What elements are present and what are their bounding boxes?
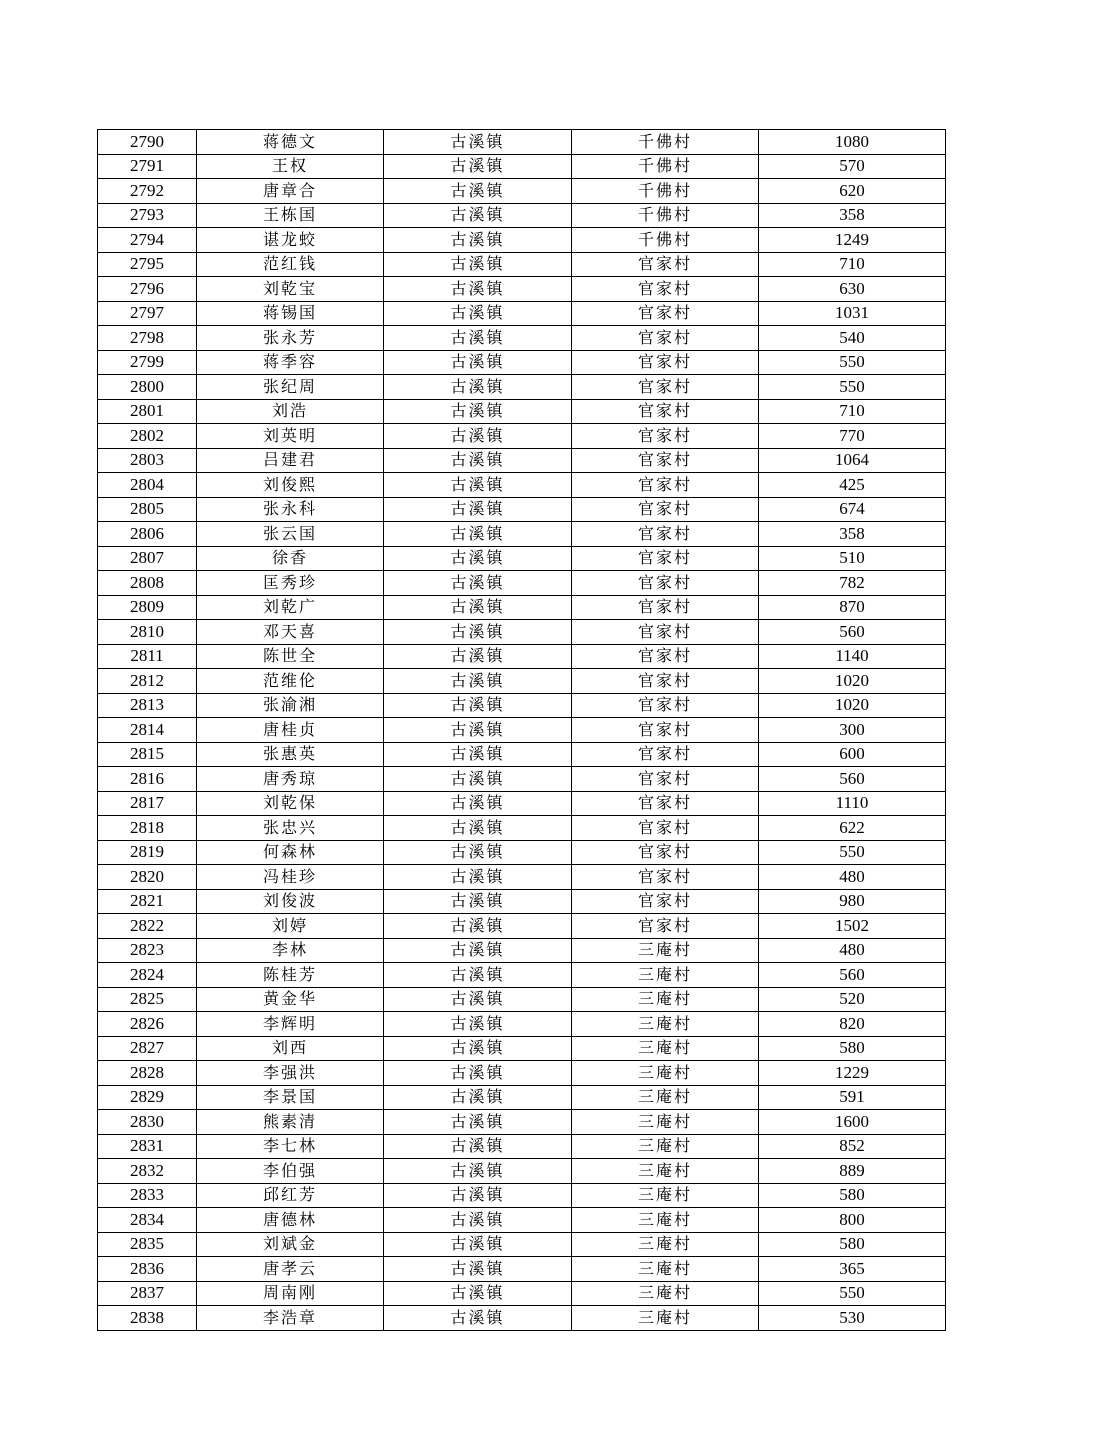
row-number-cell: 2796	[98, 277, 197, 302]
village-cell: 官家村	[572, 522, 759, 547]
village-cell: 官家村	[572, 669, 759, 694]
amount-cell: 540	[759, 326, 946, 351]
town-cell: 古溪镇	[384, 767, 572, 792]
table-row	[98, 154, 946, 179]
village-cell: 官家村	[572, 693, 759, 718]
village-cell: 官家村	[572, 301, 759, 326]
village-cell: 官家村	[572, 448, 759, 473]
table-row	[98, 791, 946, 816]
town-cell: 古溪镇	[384, 1306, 572, 1331]
amount-cell: 1140	[759, 644, 946, 669]
town-cell: 古溪镇	[384, 473, 572, 498]
village-cell: 三庵村	[572, 1208, 759, 1233]
table-row	[98, 1085, 946, 1110]
table-row	[98, 1257, 946, 1282]
row-number-cell: 2834	[98, 1208, 197, 1233]
name-cell: 张永芳	[197, 326, 384, 351]
amount-cell: 358	[759, 522, 946, 547]
village-cell: 官家村	[572, 571, 759, 596]
amount-cell: 580	[759, 1232, 946, 1257]
town-cell: 古溪镇	[384, 301, 572, 326]
row-number-cell: 2837	[98, 1281, 197, 1306]
village-cell: 三庵村	[572, 963, 759, 988]
village-cell: 官家村	[572, 252, 759, 277]
name-cell: 刘乾宝	[197, 277, 384, 302]
name-cell: 李林	[197, 938, 384, 963]
row-number-cell: 2836	[98, 1257, 197, 1282]
amount-cell: 622	[759, 816, 946, 841]
town-cell: 古溪镇	[384, 203, 572, 228]
row-number-cell: 2814	[98, 718, 197, 743]
table-row	[98, 938, 946, 963]
table-row	[98, 816, 946, 841]
village-cell: 三庵村	[572, 1134, 759, 1159]
table-row	[98, 571, 946, 596]
row-number-cell: 2824	[98, 963, 197, 988]
name-cell: 刘俊波	[197, 889, 384, 914]
table-row	[98, 595, 946, 620]
village-cell: 官家村	[572, 644, 759, 669]
amount-cell: 600	[759, 742, 946, 767]
table-row	[98, 1110, 946, 1135]
name-cell: 邱红芳	[197, 1183, 384, 1208]
amount-cell: 674	[759, 497, 946, 522]
table-row	[98, 742, 946, 767]
amount-cell: 1600	[759, 1110, 946, 1135]
amount-cell: 1020	[759, 693, 946, 718]
amount-cell: 1020	[759, 669, 946, 694]
town-cell: 古溪镇	[384, 130, 572, 155]
row-number-cell: 2801	[98, 399, 197, 424]
table-row	[98, 914, 946, 939]
table-row	[98, 399, 946, 424]
town-cell: 古溪镇	[384, 350, 572, 375]
village-cell: 官家村	[572, 595, 759, 620]
town-cell: 古溪镇	[384, 889, 572, 914]
row-number-cell: 2815	[98, 742, 197, 767]
table-row	[98, 424, 946, 449]
amount-cell: 365	[759, 1257, 946, 1282]
name-cell: 蒋锡国	[197, 301, 384, 326]
row-number-cell: 2797	[98, 301, 197, 326]
name-cell: 唐章合	[197, 179, 384, 204]
name-cell: 陈桂芳	[197, 963, 384, 988]
table-row	[98, 1208, 946, 1233]
amount-cell: 510	[759, 546, 946, 571]
name-cell: 张云国	[197, 522, 384, 547]
row-number-cell: 2800	[98, 375, 197, 400]
table-row	[98, 1183, 946, 1208]
data-table	[97, 129, 946, 1331]
table-row	[98, 497, 946, 522]
amount-cell: 800	[759, 1208, 946, 1233]
row-number-cell: 2816	[98, 767, 197, 792]
name-cell: 周南刚	[197, 1281, 384, 1306]
row-number-cell: 2835	[98, 1232, 197, 1257]
table-row	[98, 1281, 946, 1306]
amount-cell: 620	[759, 179, 946, 204]
name-cell: 范红钱	[197, 252, 384, 277]
name-cell: 吕建君	[197, 448, 384, 473]
village-cell: 官家村	[572, 424, 759, 449]
amount-cell: 425	[759, 473, 946, 498]
row-number-cell: 2811	[98, 644, 197, 669]
village-cell: 三庵村	[572, 1159, 759, 1184]
village-cell: 官家村	[572, 742, 759, 767]
village-cell: 官家村	[572, 620, 759, 645]
name-cell: 唐桂贞	[197, 718, 384, 743]
town-cell: 古溪镇	[384, 718, 572, 743]
village-cell: 三庵村	[572, 1257, 759, 1282]
town-cell: 古溪镇	[384, 228, 572, 253]
village-cell: 官家村	[572, 350, 759, 375]
name-cell: 刘俊熙	[197, 473, 384, 498]
name-cell: 唐德林	[197, 1208, 384, 1233]
name-cell: 徐香	[197, 546, 384, 571]
row-number-cell: 2817	[98, 791, 197, 816]
amount-cell: 710	[759, 252, 946, 277]
table-row	[98, 865, 946, 890]
village-cell: 三庵村	[572, 1232, 759, 1257]
town-cell: 古溪镇	[384, 1281, 572, 1306]
town-cell: 古溪镇	[384, 1208, 572, 1233]
town-cell: 古溪镇	[384, 522, 572, 547]
name-cell: 张纪周	[197, 375, 384, 400]
table-row	[98, 1306, 946, 1331]
table-row	[98, 252, 946, 277]
row-number-cell: 2808	[98, 571, 197, 596]
town-cell: 古溪镇	[384, 987, 572, 1012]
town-cell: 古溪镇	[384, 1110, 572, 1135]
amount-cell: 870	[759, 595, 946, 620]
name-cell: 冯桂珍	[197, 865, 384, 890]
amount-cell: 530	[759, 1306, 946, 1331]
table-row	[98, 644, 946, 669]
town-cell: 古溪镇	[384, 865, 572, 890]
village-cell: 官家村	[572, 840, 759, 865]
town-cell: 古溪镇	[384, 1159, 572, 1184]
row-number-cell: 2790	[98, 130, 197, 155]
amount-cell: 820	[759, 1012, 946, 1037]
table-row	[98, 522, 946, 547]
table-row	[98, 669, 946, 694]
table-body	[98, 130, 946, 1331]
village-cell: 千佛村	[572, 228, 759, 253]
town-cell: 古溪镇	[384, 914, 572, 939]
name-cell: 刘乾广	[197, 595, 384, 620]
table-row	[98, 326, 946, 351]
table-row	[98, 620, 946, 645]
town-cell: 古溪镇	[384, 1036, 572, 1061]
table-row	[98, 693, 946, 718]
table-row	[98, 228, 946, 253]
village-cell: 官家村	[572, 767, 759, 792]
village-cell: 官家村	[572, 326, 759, 351]
row-number-cell: 2830	[98, 1110, 197, 1135]
name-cell: 张永科	[197, 497, 384, 522]
name-cell: 刘斌金	[197, 1232, 384, 1257]
village-cell: 三庵村	[572, 938, 759, 963]
table-row	[98, 1232, 946, 1257]
table-row	[98, 767, 946, 792]
amount-cell: 782	[759, 571, 946, 596]
amount-cell: 1249	[759, 228, 946, 253]
row-number-cell: 2791	[98, 154, 197, 179]
name-cell: 唐孝云	[197, 1257, 384, 1282]
name-cell: 张渝湘	[197, 693, 384, 718]
amount-cell: 580	[759, 1036, 946, 1061]
name-cell: 王权	[197, 154, 384, 179]
table-row	[98, 130, 946, 155]
amount-cell: 710	[759, 399, 946, 424]
town-cell: 古溪镇	[384, 1085, 572, 1110]
table-row	[98, 1036, 946, 1061]
town-cell: 古溪镇	[384, 620, 572, 645]
row-number-cell: 2829	[98, 1085, 197, 1110]
row-number-cell: 2809	[98, 595, 197, 620]
name-cell: 唐秀琼	[197, 767, 384, 792]
town-cell: 古溪镇	[384, 424, 572, 449]
town-cell: 古溪镇	[384, 448, 572, 473]
row-number-cell: 2813	[98, 693, 197, 718]
amount-cell: 520	[759, 987, 946, 1012]
village-cell: 三庵村	[572, 1306, 759, 1331]
town-cell: 古溪镇	[384, 742, 572, 767]
village-cell: 官家村	[572, 816, 759, 841]
row-number-cell: 2803	[98, 448, 197, 473]
amount-cell: 550	[759, 375, 946, 400]
amount-cell: 550	[759, 1281, 946, 1306]
row-number-cell: 2820	[98, 865, 197, 890]
name-cell: 李景国	[197, 1085, 384, 1110]
amount-cell: 1080	[759, 130, 946, 155]
amount-cell: 480	[759, 938, 946, 963]
table-row	[98, 179, 946, 204]
name-cell: 熊素清	[197, 1110, 384, 1135]
village-cell: 千佛村	[572, 179, 759, 204]
amount-cell: 1110	[759, 791, 946, 816]
row-number-cell: 2812	[98, 669, 197, 694]
town-cell: 古溪镇	[384, 1134, 572, 1159]
row-number-cell: 2792	[98, 179, 197, 204]
row-number-cell: 2798	[98, 326, 197, 351]
table-row	[98, 1134, 946, 1159]
row-number-cell: 2831	[98, 1134, 197, 1159]
village-cell: 官家村	[572, 375, 759, 400]
name-cell: 范维伦	[197, 669, 384, 694]
town-cell: 古溪镇	[384, 1183, 572, 1208]
row-number-cell: 2806	[98, 522, 197, 547]
table-row	[98, 473, 946, 498]
table-row	[98, 301, 946, 326]
name-cell: 刘浩	[197, 399, 384, 424]
table-row	[98, 840, 946, 865]
table-row	[98, 889, 946, 914]
name-cell: 刘婷	[197, 914, 384, 939]
row-number-cell: 2810	[98, 620, 197, 645]
name-cell: 匡秀珍	[197, 571, 384, 596]
name-cell: 谌龙蛟	[197, 228, 384, 253]
row-number-cell: 2805	[98, 497, 197, 522]
row-number-cell: 2828	[98, 1061, 197, 1086]
amount-cell: 852	[759, 1134, 946, 1159]
amount-cell: 1229	[759, 1061, 946, 1086]
town-cell: 古溪镇	[384, 497, 572, 522]
name-cell: 王栋国	[197, 203, 384, 228]
table-row	[98, 1159, 946, 1184]
name-cell: 黄金华	[197, 987, 384, 1012]
name-cell: 张惠英	[197, 742, 384, 767]
row-number-cell: 2807	[98, 546, 197, 571]
amount-cell: 560	[759, 963, 946, 988]
amount-cell: 591	[759, 1085, 946, 1110]
row-number-cell: 2827	[98, 1036, 197, 1061]
table-row	[98, 1012, 946, 1037]
village-cell: 千佛村	[572, 130, 759, 155]
amount-cell: 550	[759, 840, 946, 865]
village-cell: 官家村	[572, 865, 759, 890]
name-cell: 刘英明	[197, 424, 384, 449]
town-cell: 古溪镇	[384, 693, 572, 718]
amount-cell: 980	[759, 889, 946, 914]
amount-cell: 300	[759, 718, 946, 743]
town-cell: 古溪镇	[384, 399, 572, 424]
amount-cell: 358	[759, 203, 946, 228]
village-cell: 三庵村	[572, 1281, 759, 1306]
table-row	[98, 350, 946, 375]
table-row	[98, 718, 946, 743]
amount-cell: 1064	[759, 448, 946, 473]
town-cell: 古溪镇	[384, 1061, 572, 1086]
town-cell: 古溪镇	[384, 840, 572, 865]
amount-cell: 1502	[759, 914, 946, 939]
name-cell: 李七林	[197, 1134, 384, 1159]
table-row	[98, 1061, 946, 1086]
town-cell: 古溪镇	[384, 963, 572, 988]
village-cell: 三庵村	[572, 987, 759, 1012]
village-cell: 三庵村	[572, 1085, 759, 1110]
amount-cell: 889	[759, 1159, 946, 1184]
table-row	[98, 987, 946, 1012]
table-row	[98, 203, 946, 228]
village-cell: 千佛村	[572, 203, 759, 228]
amount-cell: 560	[759, 620, 946, 645]
name-cell: 李强洪	[197, 1061, 384, 1086]
table-row	[98, 375, 946, 400]
name-cell: 刘西	[197, 1036, 384, 1061]
village-cell: 官家村	[572, 546, 759, 571]
town-cell: 古溪镇	[384, 375, 572, 400]
row-number-cell: 2825	[98, 987, 197, 1012]
village-cell: 官家村	[572, 399, 759, 424]
name-cell: 何森林	[197, 840, 384, 865]
row-number-cell: 2832	[98, 1159, 197, 1184]
village-cell: 千佛村	[572, 154, 759, 179]
village-cell: 三庵村	[572, 1183, 759, 1208]
town-cell: 古溪镇	[384, 179, 572, 204]
amount-cell: 550	[759, 350, 946, 375]
town-cell: 古溪镇	[384, 571, 572, 596]
village-cell: 官家村	[572, 718, 759, 743]
amount-cell: 770	[759, 424, 946, 449]
name-cell: 李辉明	[197, 1012, 384, 1037]
amount-cell: 480	[759, 865, 946, 890]
town-cell: 古溪镇	[384, 938, 572, 963]
row-number-cell: 2799	[98, 350, 197, 375]
town-cell: 古溪镇	[384, 277, 572, 302]
name-cell: 李浩章	[197, 1306, 384, 1331]
town-cell: 古溪镇	[384, 252, 572, 277]
row-number-cell: 2794	[98, 228, 197, 253]
town-cell: 古溪镇	[384, 595, 572, 620]
village-cell: 官家村	[572, 791, 759, 816]
table-row	[98, 277, 946, 302]
row-number-cell: 2802	[98, 424, 197, 449]
town-cell: 古溪镇	[384, 326, 572, 351]
name-cell: 蒋季容	[197, 350, 384, 375]
town-cell: 古溪镇	[384, 1257, 572, 1282]
town-cell: 古溪镇	[384, 1012, 572, 1037]
row-number-cell: 2826	[98, 1012, 197, 1037]
town-cell: 古溪镇	[384, 644, 572, 669]
town-cell: 古溪镇	[384, 1232, 572, 1257]
row-number-cell: 2822	[98, 914, 197, 939]
table-row	[98, 448, 946, 473]
town-cell: 古溪镇	[384, 546, 572, 571]
village-cell: 三庵村	[572, 1110, 759, 1135]
village-cell: 官家村	[572, 889, 759, 914]
village-cell: 官家村	[572, 497, 759, 522]
row-number-cell: 2833	[98, 1183, 197, 1208]
name-cell: 蒋德文	[197, 130, 384, 155]
table-row	[98, 546, 946, 571]
village-cell: 三庵村	[572, 1012, 759, 1037]
name-cell: 李伯强	[197, 1159, 384, 1184]
village-cell: 官家村	[572, 473, 759, 498]
town-cell: 古溪镇	[384, 154, 572, 179]
table-row	[98, 963, 946, 988]
amount-cell: 580	[759, 1183, 946, 1208]
amount-cell: 1031	[759, 301, 946, 326]
village-cell: 三庵村	[572, 1061, 759, 1086]
town-cell: 古溪镇	[384, 816, 572, 841]
row-number-cell: 2804	[98, 473, 197, 498]
amount-cell: 570	[759, 154, 946, 179]
name-cell: 陈世全	[197, 644, 384, 669]
row-number-cell: 2821	[98, 889, 197, 914]
row-number-cell: 2819	[98, 840, 197, 865]
town-cell: 古溪镇	[384, 791, 572, 816]
row-number-cell: 2795	[98, 252, 197, 277]
village-cell: 官家村	[572, 914, 759, 939]
village-cell: 官家村	[572, 277, 759, 302]
row-number-cell: 2823	[98, 938, 197, 963]
amount-cell: 630	[759, 277, 946, 302]
row-number-cell: 2818	[98, 816, 197, 841]
village-cell: 三庵村	[572, 1036, 759, 1061]
town-cell: 古溪镇	[384, 669, 572, 694]
name-cell: 邓天喜	[197, 620, 384, 645]
name-cell: 张忠兴	[197, 816, 384, 841]
row-number-cell: 2838	[98, 1306, 197, 1331]
row-number-cell: 2793	[98, 203, 197, 228]
amount-cell: 560	[759, 767, 946, 792]
name-cell: 刘乾保	[197, 791, 384, 816]
